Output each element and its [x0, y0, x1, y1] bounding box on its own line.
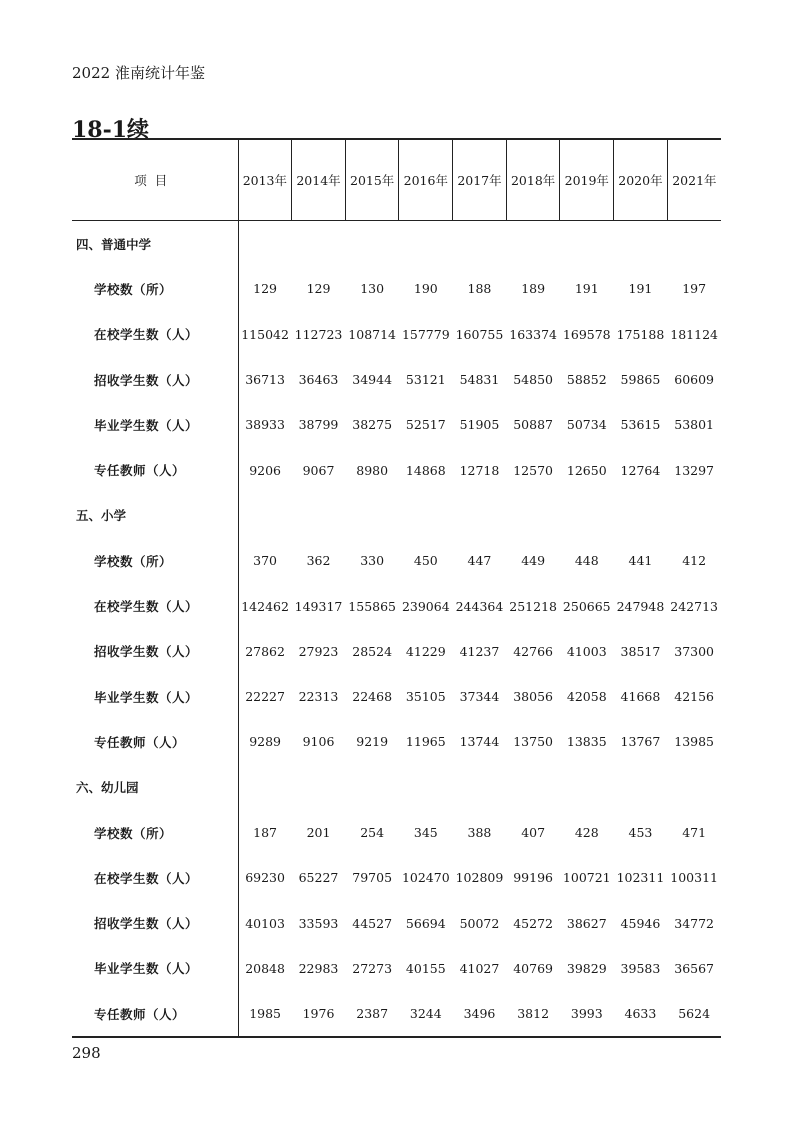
value-cell: 362	[306, 553, 331, 569]
value-cell: 102470	[401, 870, 450, 886]
value-cell: 13297	[674, 462, 715, 478]
value-cell: 22468	[352, 689, 393, 705]
value-cell: 58852	[566, 372, 607, 388]
value-cell: 20848	[238, 946, 292, 991]
value-cell: 3993	[560, 991, 614, 1037]
value-cell	[667, 493, 721, 538]
value-cell: 41237	[459, 643, 500, 659]
value-cell	[399, 221, 453, 267]
column-header-year: 2018年	[506, 139, 560, 221]
value-cell: 12764	[620, 462, 661, 478]
value-cell: 100311	[670, 870, 718, 886]
value-cell: 65227	[298, 870, 339, 886]
value-cell: 142462	[238, 583, 292, 628]
row-label: 招收学生数（人）	[94, 372, 199, 388]
value-cell: 2387	[345, 991, 399, 1037]
value-cell: 28524	[352, 643, 393, 659]
column-header-year: 2014年	[292, 139, 346, 221]
value-cell: 22227	[238, 674, 292, 719]
value-cell: 39829	[566, 960, 607, 976]
row-label: 专任教师（人）	[72, 991, 238, 1037]
column-header-year: 2017年	[453, 139, 507, 221]
value-cell: 13835	[566, 734, 607, 750]
value-cell: 251218	[509, 598, 557, 614]
value-cell: 129	[238, 266, 292, 311]
value-cell: 254	[360, 825, 385, 840]
value-cell	[560, 221, 614, 267]
table-row	[72, 538, 721, 583]
table-row	[72, 629, 721, 674]
value-cell: 201	[306, 825, 331, 840]
value-cell: 247948	[616, 598, 665, 614]
value-cell: 22313	[298, 689, 339, 705]
value-cell: 69230	[238, 855, 292, 900]
row-label: 毕业学生数（人）	[94, 417, 199, 433]
value-cell: 53615	[620, 417, 661, 433]
value-cell: 12718	[459, 462, 500, 478]
value-cell	[506, 765, 560, 810]
value-cell: 191	[574, 281, 599, 297]
row-label: 专任教师（人）	[94, 734, 186, 750]
value-cell	[667, 221, 721, 267]
value-cell	[614, 765, 668, 810]
value-cell: 53801	[674, 417, 715, 433]
value-cell: 345	[413, 825, 438, 840]
value-cell: 149317	[294, 598, 343, 614]
value-cell: 181124	[670, 326, 718, 342]
row-label: 毕业学生数（人）	[94, 961, 199, 977]
value-cell	[238, 493, 292, 538]
value-cell	[453, 221, 507, 267]
value-cell	[506, 493, 560, 538]
value-cell: 51905	[459, 417, 500, 433]
value-cell	[614, 221, 668, 267]
value-cell: 370	[238, 538, 292, 583]
value-cell: 100721	[562, 870, 611, 886]
value-cell: 33593	[298, 915, 339, 931]
value-cell: 38627	[566, 915, 607, 931]
value-cell	[560, 493, 614, 538]
section-row	[72, 493, 721, 538]
value-cell	[614, 493, 668, 538]
value-cell: 453	[628, 825, 653, 840]
value-cell: 42766	[513, 643, 553, 659]
row-label: 学校数（所）	[94, 553, 173, 569]
value-cell: 197	[682, 281, 707, 297]
value-cell	[292, 493, 346, 538]
table-row	[72, 357, 721, 402]
value-cell: 22983	[298, 960, 339, 976]
table-row	[72, 447, 721, 492]
column-header-year: 2016年	[399, 139, 453, 221]
value-cell: 448	[574, 553, 599, 569]
value-cell: 471	[682, 825, 707, 840]
value-cell: 175188	[616, 326, 665, 342]
value-cell: 157779	[401, 326, 450, 342]
value-cell: 11965	[405, 734, 446, 750]
value-cell: 40103	[238, 900, 292, 945]
value-cell: 40155	[405, 960, 446, 976]
table-row	[72, 946, 721, 991]
value-cell: 244364	[455, 598, 504, 614]
table-row	[72, 991, 721, 1037]
value-cell: 56694	[405, 915, 446, 931]
value-cell: 1985	[238, 991, 292, 1037]
value-cell: 37300	[674, 643, 715, 659]
section-row	[72, 221, 721, 267]
value-cell: 27923	[298, 643, 339, 659]
column-header-year: 2021年	[667, 139, 721, 221]
value-cell	[506, 221, 560, 267]
value-cell: 163374	[509, 326, 557, 342]
value-cell	[292, 221, 346, 267]
value-cell: 60609	[674, 372, 715, 388]
value-cell: 330	[360, 553, 385, 569]
section-label: 六、幼儿园	[76, 780, 139, 796]
section-row	[72, 765, 721, 810]
table-header-row	[72, 139, 721, 221]
value-cell: 45272	[513, 915, 553, 931]
value-cell: 412	[682, 553, 707, 569]
section-label: 五、小学	[76, 508, 127, 524]
value-cell: 428	[574, 825, 599, 840]
value-cell: 13767	[620, 734, 661, 750]
value-cell: 59865	[620, 372, 661, 388]
value-cell: 50734	[566, 417, 607, 433]
value-cell: 14868	[405, 462, 446, 478]
statistics-table	[72, 138, 721, 1038]
value-cell: 9219	[356, 734, 389, 750]
value-cell: 36463	[298, 372, 339, 388]
value-cell: 407	[521, 825, 546, 840]
value-cell: 35105	[405, 689, 446, 705]
value-cell: 9289	[238, 719, 292, 764]
value-cell: 9067	[302, 462, 335, 478]
value-cell: 41027	[459, 960, 500, 976]
value-cell: 450	[413, 553, 438, 569]
value-cell: 38056	[513, 689, 553, 705]
value-cell	[238, 765, 292, 810]
value-cell: 13744	[459, 734, 500, 750]
column-header-item: 项目	[72, 139, 238, 221]
table-body	[72, 221, 721, 1038]
row-label: 专任教师（人）	[94, 463, 186, 479]
value-cell: 130	[360, 281, 385, 297]
value-cell: 129	[306, 281, 331, 297]
table-row	[72, 855, 721, 900]
value-cell	[345, 221, 399, 267]
value-cell: 4633	[614, 991, 668, 1037]
column-header-year: 2013年	[238, 139, 292, 221]
value-cell: 160755	[455, 326, 504, 342]
row-label: 学校数（所）	[94, 825, 173, 841]
value-cell: 112723	[294, 326, 343, 342]
value-cell: 3496	[453, 991, 507, 1037]
row-label: 学校数（所）	[94, 281, 173, 297]
value-cell: 38799	[298, 417, 339, 433]
value-cell: 5624	[667, 991, 721, 1037]
value-cell: 155865	[348, 598, 397, 614]
value-cell: 388	[467, 825, 492, 840]
value-cell: 12570	[513, 462, 553, 478]
page-number: 298	[72, 1044, 101, 1062]
table-row	[72, 900, 721, 945]
value-cell: 39583	[620, 960, 661, 976]
value-cell: 27862	[238, 629, 292, 674]
value-cell: 447	[467, 553, 492, 569]
value-cell	[560, 765, 614, 810]
value-cell	[399, 765, 453, 810]
value-cell: 449	[521, 553, 546, 569]
value-cell: 42156	[674, 689, 715, 705]
column-header-year: 2019年	[560, 139, 614, 221]
row-label: 在校学生数（人）	[94, 870, 199, 886]
value-cell: 44527	[352, 915, 393, 931]
value-cell: 102311	[616, 870, 665, 886]
table-row	[72, 266, 721, 311]
table-row	[72, 674, 721, 719]
value-cell: 36567	[674, 960, 715, 976]
value-cell: 250665	[562, 598, 611, 614]
row-label: 在校学生数（人）	[94, 599, 199, 615]
value-cell: 27273	[352, 960, 393, 976]
value-cell: 41003	[566, 643, 607, 659]
value-cell: 38933	[238, 402, 292, 447]
value-cell: 3812	[506, 991, 560, 1037]
value-cell: 8980	[356, 462, 389, 478]
value-cell: 1976	[292, 991, 346, 1037]
value-cell: 190	[413, 281, 438, 297]
table-row	[72, 810, 721, 855]
statistics-table-container	[72, 138, 721, 1038]
value-cell	[345, 493, 399, 538]
value-cell: 9106	[302, 734, 335, 750]
value-cell: 239064	[401, 598, 450, 614]
table-title: 18-1续	[72, 117, 150, 143]
value-cell	[238, 221, 292, 267]
value-cell: 79705	[352, 870, 393, 886]
value-cell: 42058	[566, 689, 607, 705]
table-row	[72, 402, 721, 447]
value-cell: 188	[467, 281, 492, 297]
value-cell: 40769	[513, 960, 553, 976]
value-cell: 242713	[670, 598, 718, 614]
value-cell: 50887	[513, 417, 553, 433]
value-cell: 3244	[399, 991, 453, 1037]
value-cell: 52517	[405, 417, 446, 433]
value-cell: 54831	[459, 372, 500, 388]
value-cell: 191	[628, 281, 653, 297]
row-label: 在校学生数（人）	[94, 327, 199, 343]
value-cell: 41668	[620, 689, 661, 705]
value-cell: 36713	[238, 357, 292, 402]
table-row	[72, 583, 721, 628]
row-label: 招收学生数（人）	[94, 916, 199, 932]
value-cell: 37344	[459, 689, 500, 705]
value-cell: 13985	[674, 734, 715, 750]
running-header: 2022 淮南统计年鉴	[72, 64, 205, 82]
row-label: 招收学生数（人）	[94, 644, 199, 660]
section-label: 四、普通中学	[76, 236, 152, 252]
value-cell: 9206	[238, 447, 292, 492]
value-cell: 41229	[405, 643, 446, 659]
value-cell	[399, 493, 453, 538]
value-cell: 45946	[620, 915, 661, 931]
value-cell: 54850	[513, 372, 553, 388]
value-cell	[345, 765, 399, 810]
column-header-year: 2020年	[614, 139, 668, 221]
value-cell: 102809	[455, 870, 504, 886]
value-cell: 12650	[566, 462, 607, 478]
value-cell	[453, 765, 507, 810]
value-cell: 53121	[405, 372, 446, 388]
value-cell: 13750	[513, 734, 553, 750]
value-cell: 38275	[352, 417, 393, 433]
value-cell: 38517	[620, 643, 661, 659]
value-cell	[292, 765, 346, 810]
value-cell: 34944	[352, 372, 393, 388]
value-cell: 189	[521, 281, 546, 297]
value-cell: 99196	[513, 870, 553, 886]
value-cell	[453, 493, 507, 538]
value-cell: 441	[628, 553, 653, 569]
value-cell: 187	[238, 810, 292, 855]
row-label: 毕业学生数（人）	[94, 689, 199, 705]
table-row	[72, 312, 721, 357]
value-cell: 50072	[459, 915, 500, 931]
table-row	[72, 719, 721, 764]
value-cell: 169578	[562, 326, 611, 342]
value-cell: 115042	[238, 312, 292, 357]
value-cell: 34772	[674, 915, 715, 931]
value-cell: 108714	[348, 326, 397, 342]
column-header-year: 2015年	[345, 139, 399, 221]
value-cell	[667, 765, 721, 810]
